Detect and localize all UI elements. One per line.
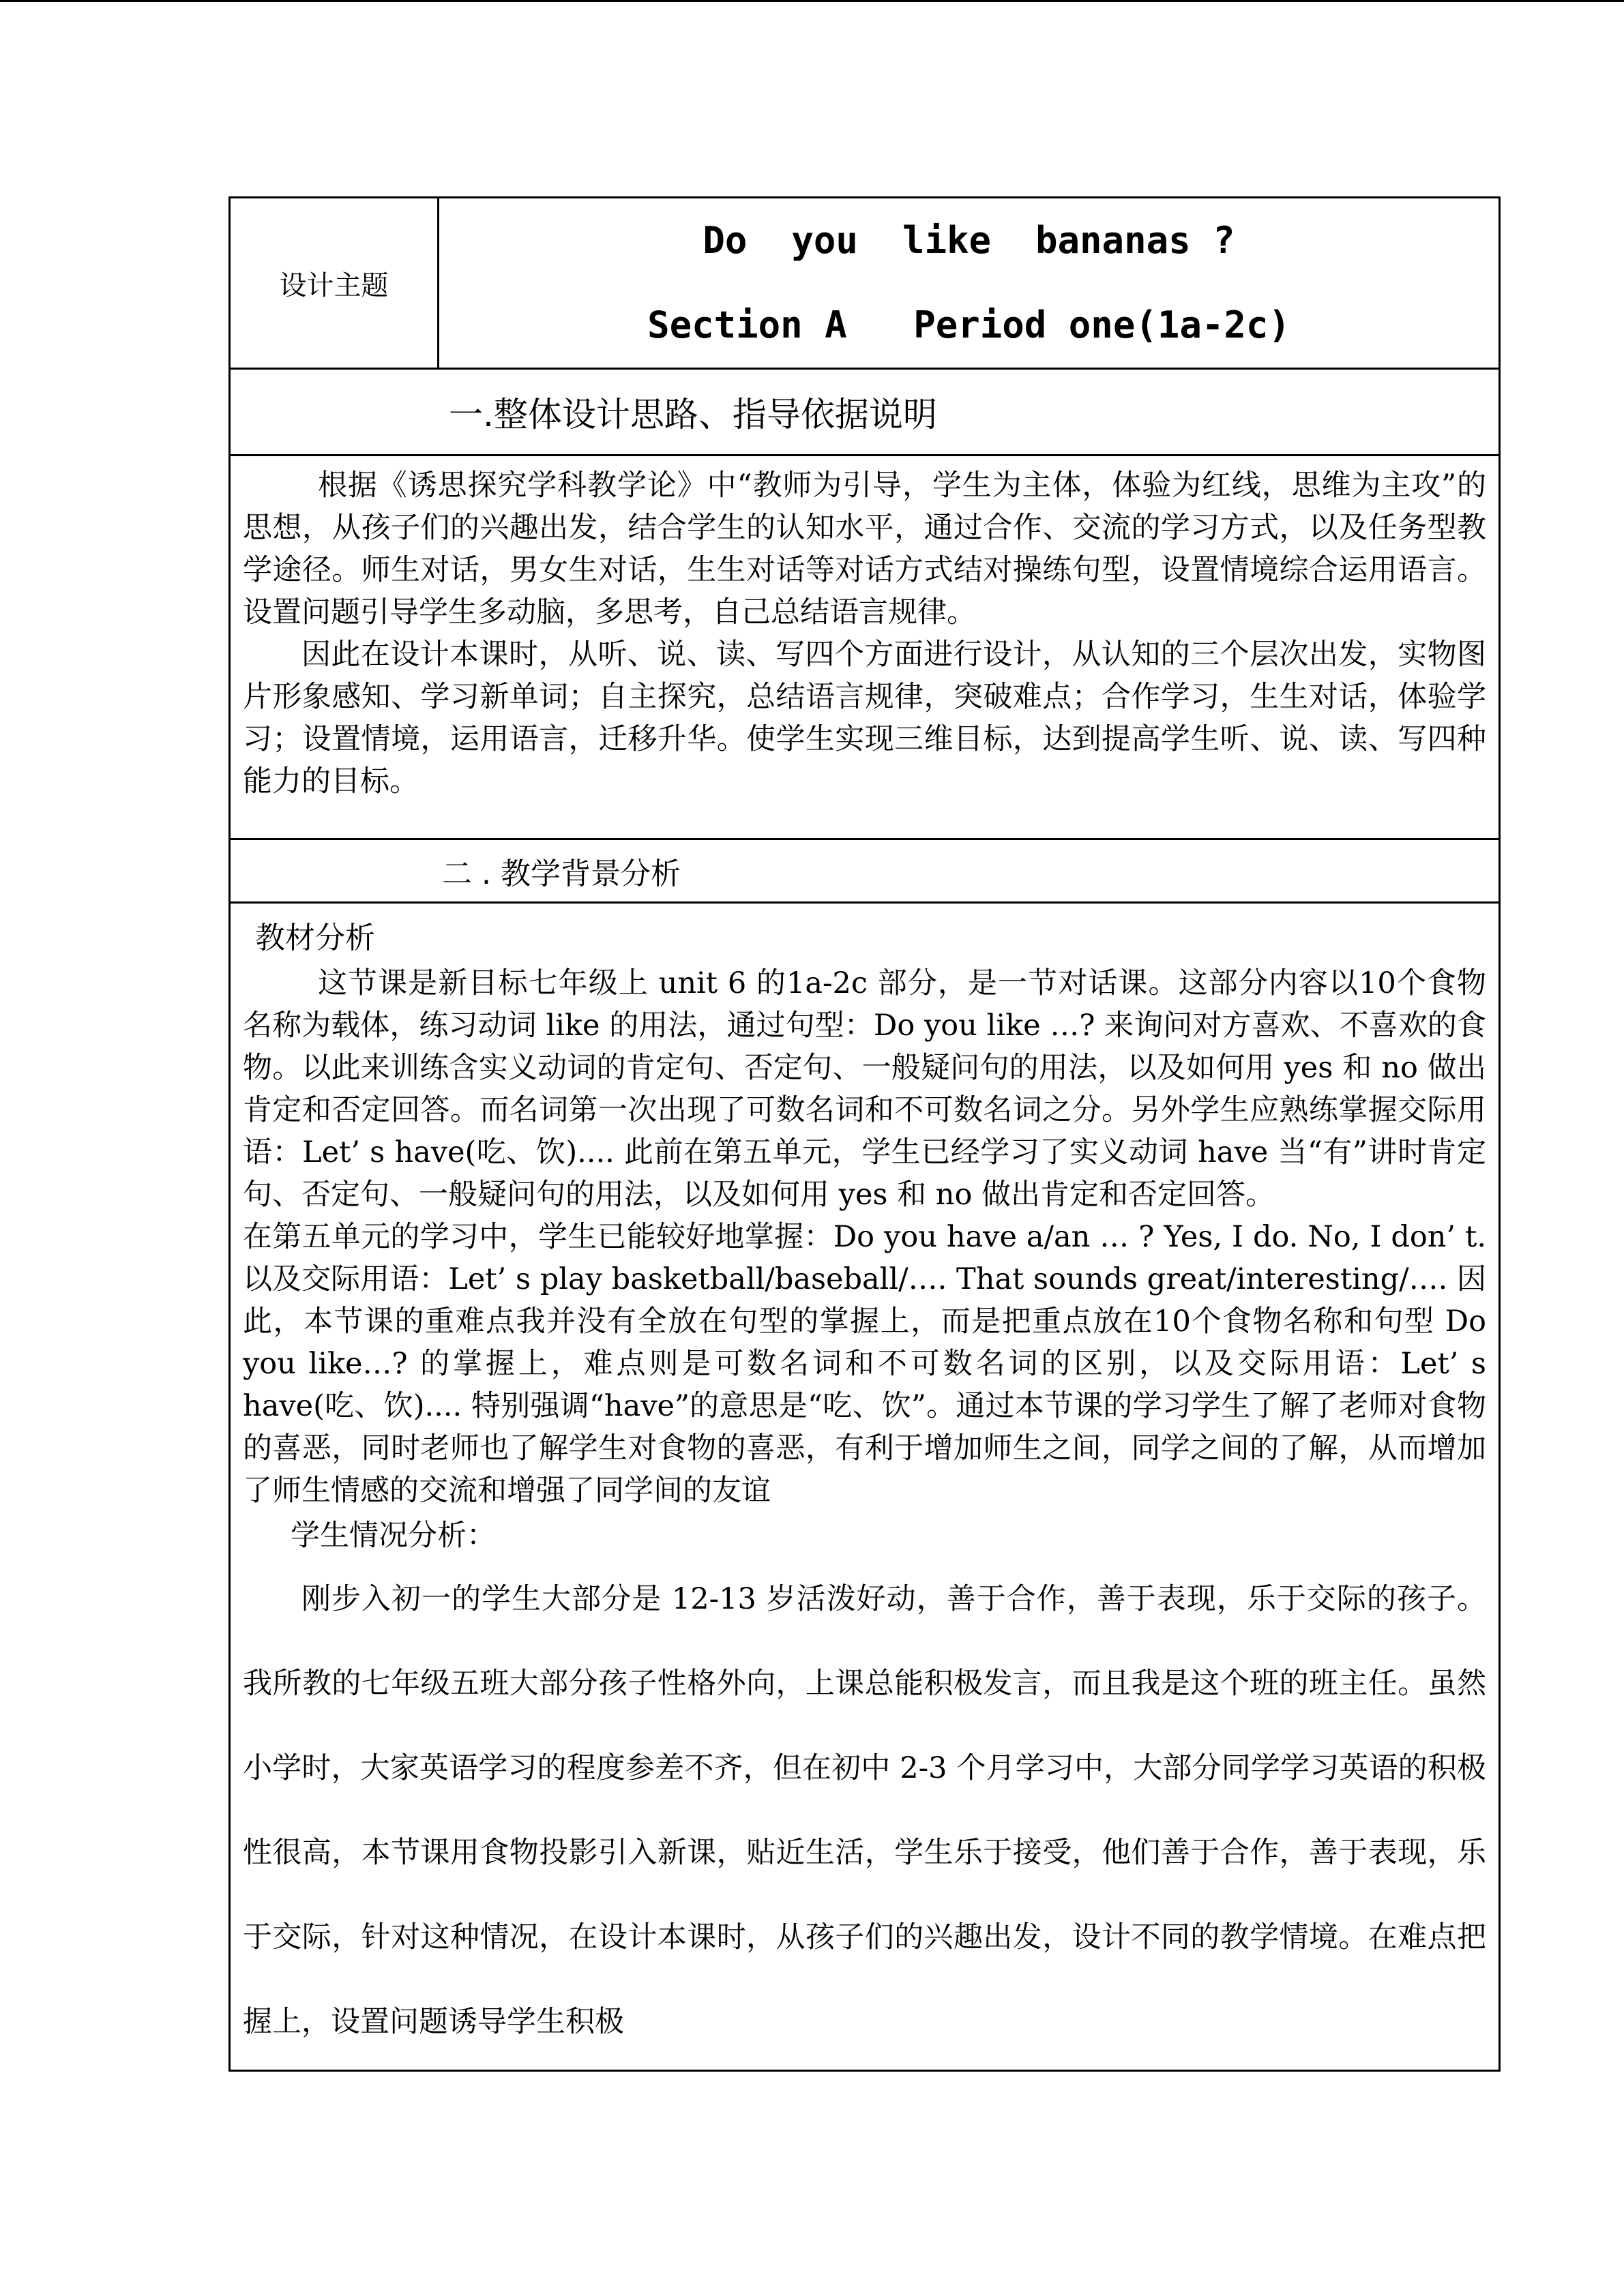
lesson-title-line2: Section A Period one(1a-2c) bbox=[647, 303, 1290, 346]
student-analysis-heading: 学生情况分析： bbox=[291, 1519, 496, 1553]
page-top-rule bbox=[0, 0, 1624, 2]
section1-body bbox=[230, 456, 1500, 839]
lesson-plan-table bbox=[228, 196, 1501, 2072]
section1-heading: 一.整体设计思路、指导依据说明 bbox=[230, 369, 1500, 456]
section1-paragraph-1: 根据《诱思探究学科教学论》中“教师为引导，学生为主体，体验为红线，思维为主攻”的思想，从孩子们的兴趣出发，结合学生的认知水平，通过合作、交流的学习方式，以及任务型教学途径。师生对话，男女生对话，生生对话等对话方式结对操练句型，设置情境综合运用语言。设置问题引导学生多动脑，多思考，自己总结语言规律。 bbox=[243, 468, 1486, 629]
lesson-title-line1: Do you like bananas ? bbox=[703, 219, 1235, 262]
section2-body bbox=[230, 903, 1500, 2071]
material-analysis-heading: 教材分析 bbox=[255, 921, 375, 955]
student-analysis-paragraph: 刚步入初一的学生大部分是 12-13 岁活泼好动，善于合作，善于表现，乐于交际的孩子。我所教的七年级五班大部分孩子性格外向，上课总能积极发言，而且我是这个班的班主任。虽然小学时，大家英语学习的程度参差不齐，但在初中 2-3 个月学习中，大部分同学学习英语的积极性很高，本节课用食物投影引入新课，贴近生活，学生乐于接受，他们善于合作，善于表现，乐于交际，针对这种情况，在设计本课时，从孩子们的兴趣出发，设计不同的教学情境。在难点把握上，设置问题诱导学生积极 bbox=[243, 1582, 1486, 2039]
header-row bbox=[230, 198, 1500, 369]
section1-heading-row bbox=[230, 369, 1500, 456]
material-paragraph-1: 这节课是新目标七年级上 unit 6 的1a-2c 部分，是一节对话课。这部分内容以10个食物名称为载体，练习动词 like 的用法，通过句型：Do you like …? 来询问对方喜欢、不喜欢的食物。以此来训练含实义动词的肯定句、否定句、一般疑问句的用法，以及如何用 yes 和 no 做出肯定和否定回答。而名词第一次出现了可数名词和不可数名词之分。另外学生应熟练掌握交际用语：Let’ s have(吃、饮).... 此前在第五单元，学生已经学习了实义动词 have 当“有”讲时肯定句、否定句、一般疑问句的用法，以及如何用 yes 和 no 做出肯定和否定回答。 bbox=[243, 966, 1486, 1212]
design-topic-label: 设计主题 bbox=[230, 198, 439, 369]
lesson-title bbox=[439, 198, 1500, 369]
section2-heading: 二 . 教学背景分析 bbox=[230, 839, 1500, 903]
section2-heading-row bbox=[230, 839, 1500, 903]
material-paragraph-2: 在第五单元的学习中，学生已能较好地掌握：Do you have a/an … ? Yes, I do. No, I don’ t.以及交际用语：Let’ s play basketball/baseball/…. That sounds great/interesting/…. 因此，本节课的重难点我并没有全放在句型的掌握上，而是把重点放在10个食物名称和句型 Do you like…? 的掌握上，难点则是可数名词和不可数名词的区别，以及交际用语：Let’ s have(吃、饮).... 特别强调“have”的意思是“吃、饮”。通过本节课的学习学生了解了老师对食物的喜恶，同时老师也了解学生对食物的喜恶，有利于增加师生之间，同学之间的了解，从而增加了师生情感的交流和增强了同学间的友谊 bbox=[243, 1220, 1486, 1508]
section1-paragraph-2: 因此在设计本课时，从听、说、读、写四个方面进行设计，从认知的三个层次出发，实物图片形象感知、学习新单词；自主探究，总结语言规律，突破难点；合作学习，生生对话，体验学习；设置情境，运用语言，迁移升华。使学生实现三维目标，达到提高学生听、说、读、写四种能力的目标。 bbox=[243, 638, 1486, 799]
section2-body-row bbox=[230, 903, 1500, 2071]
section1-body-row bbox=[230, 456, 1500, 839]
